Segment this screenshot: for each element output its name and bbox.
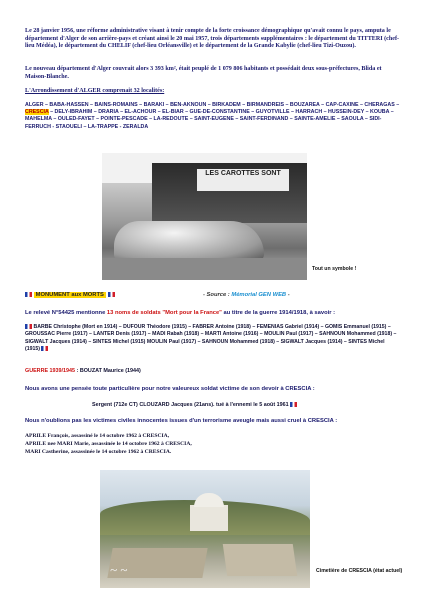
- department-paragraph: Le nouveau département d'Alger couvrait alors 3 393 km², était peuplé de 1 079 806 habitants et possédait deux sous-préfectures, Blida et Maison-Blanche.: [25, 66, 382, 80]
- guerre-1939-line: [25, 368, 400, 376]
- localities-list: [25, 102, 400, 131]
- cemetery-photo: [100, 470, 310, 588]
- french-flag-icon: [108, 292, 115, 297]
- arrondissement-heading: L'Arrondissement d'ALGER comprenait 32 localités:: [25, 88, 165, 94]
- sergent-text: Sergent (712e CT) CLOUZARD Jacques (21ans). tué à l'ennemi le 5 août 1961: [92, 402, 289, 408]
- chelif-name: CHELIF: [107, 43, 131, 50]
- car-shape: [114, 221, 264, 261]
- intro-paragraph: [25, 28, 400, 51]
- french-flag-icon: [290, 402, 297, 407]
- releve-quote: "Mort pour la France": [162, 310, 222, 316]
- french-flag-icon: [25, 324, 32, 329]
- releve-text-1: Le relevé N°54425 mentionne: [25, 310, 107, 316]
- monument-line: [25, 292, 400, 300]
- civils-paragraph: Nous n'oublions pas les victimes civiles innocentes issues d'un terrorisme aveugle mais aussi cruel à CRESCIA :: [25, 418, 338, 424]
- photo-watermark: ~ ~: [110, 562, 128, 577]
- localities-after: – DELY-IBRAHIM – DRARIA – EL-ACHOUR – EL-BIAR – GUE-DE-CONSTANTINE – GUYOTVILLE – HARRACH – HUSSEIN-DEY – KOUBA – MAHELMA – OULED-FAYET – POINTE-PESCADE – LA-REDOUTE – SAINT-EUGENE – SAINT-FERDINAND – SAINTE-AMELIE – SAOULA – SIDI-FERRUCH - STAOUELI – LA-TRAPPE - ZERALDA: [25, 109, 394, 130]
- shop-sign: LES CAROTTES SONT: [197, 169, 289, 191]
- intro-text-2: (chef-lieu Médéa), le département du: [25, 35, 400, 50]
- street-photo: [102, 153, 307, 280]
- victim-entry: APRILE nee MARI Marie, assassinée le 14 octobre 1962 à CRESCIA,: [25, 441, 192, 447]
- source-prefix: - Source :: [203, 292, 232, 298]
- titteri-name: TITTERI: [357, 35, 383, 42]
- photo-caption-cemetery: Cimetière de CRESCIA (état actuel): [316, 568, 403, 574]
- victims-list: [25, 432, 400, 456]
- guerre-label: GUERRE 1939/1945: [25, 368, 76, 374]
- source-suffix: -: [286, 292, 290, 298]
- source-name: Mémorial GEN WEB: [231, 292, 287, 298]
- intro-text-1: Le 28 janvier 1956, une réforme administrative visant à tenir compte de la forte croissance démographique qu'avait connu le pays, amputa le département d'Alger de son arrière-pays et créant ainsi le 20 mai 1957, trois départements supplémentaires : le département du: [25, 28, 391, 42]
- soldiers-1914-text: BARBE Christophe (Mort en 1914) – DUFOUR Théodore (1915) – FABRER Antoine (1918) – FEMENIAS Gabriel (1914) – GOMIS Emmanuel (1915) – GROUSSAC Pierre (1917) – LANTER Denis (1917) – MADI Rabah (1918) – MARTI Antoine (1916) – MOULIN Paul (1917) – SAHNOUN Mohammed (1918) – SIGWALT Jacques (1914) – SINTES Michel (1915) MOULIN Paul (1917) – SAHNOUN Mohammed (1918) – SIGWALT Jacques (1914) – SINTES Michel (1915): [25, 324, 397, 353]
- releve-text-2: au titre de la guerre 1914/1918, à savoir :: [221, 310, 336, 316]
- victim-entry: APRILE François, assassiné le 14 octobre 1962 à CRESCIA,: [25, 433, 170, 439]
- releve-red-count: 13 noms de soldats: [106, 310, 163, 316]
- pensee-paragraph: Nous avons une pensée toute particulière pour notre valeureux soldat victime de son devoir à CRESCIA :: [25, 386, 315, 392]
- intro-text-3: (chef-lieu Orléansville) et le département de la Grande Kabylie (chef-lieu Tizi-Ouzou).: [130, 43, 356, 50]
- french-flag-icon: [41, 346, 48, 351]
- localities-before: ALGER – BABA-HASSEN – BAINS-ROMAINS – BARAKI – BEN-AKNOUN – BIRKADEM – BIRMANDREIS – BOUZAREA – CAP-CAXINE – CHERAGAS –: [25, 102, 400, 108]
- marabout-shape: [190, 505, 228, 531]
- victim-entry: MARI Castherine, assassinée le 14 octobre 1962 à CRESCIA.: [25, 449, 172, 455]
- guerre-text: : BOUZAT Maurice (1944): [75, 368, 141, 374]
- photo-caption-symbol: Tout un symbole !: [312, 266, 357, 272]
- sergent-line: [92, 402, 412, 410]
- soldiers-1914-list: [25, 324, 400, 354]
- releve-paragraph: [25, 310, 400, 318]
- monument-label: MONUMENT aux MORTS: [35, 292, 104, 299]
- french-flag-icon: [25, 292, 32, 297]
- crescia-highlight: CRESCIA: [25, 109, 49, 116]
- source-line: [203, 292, 290, 300]
